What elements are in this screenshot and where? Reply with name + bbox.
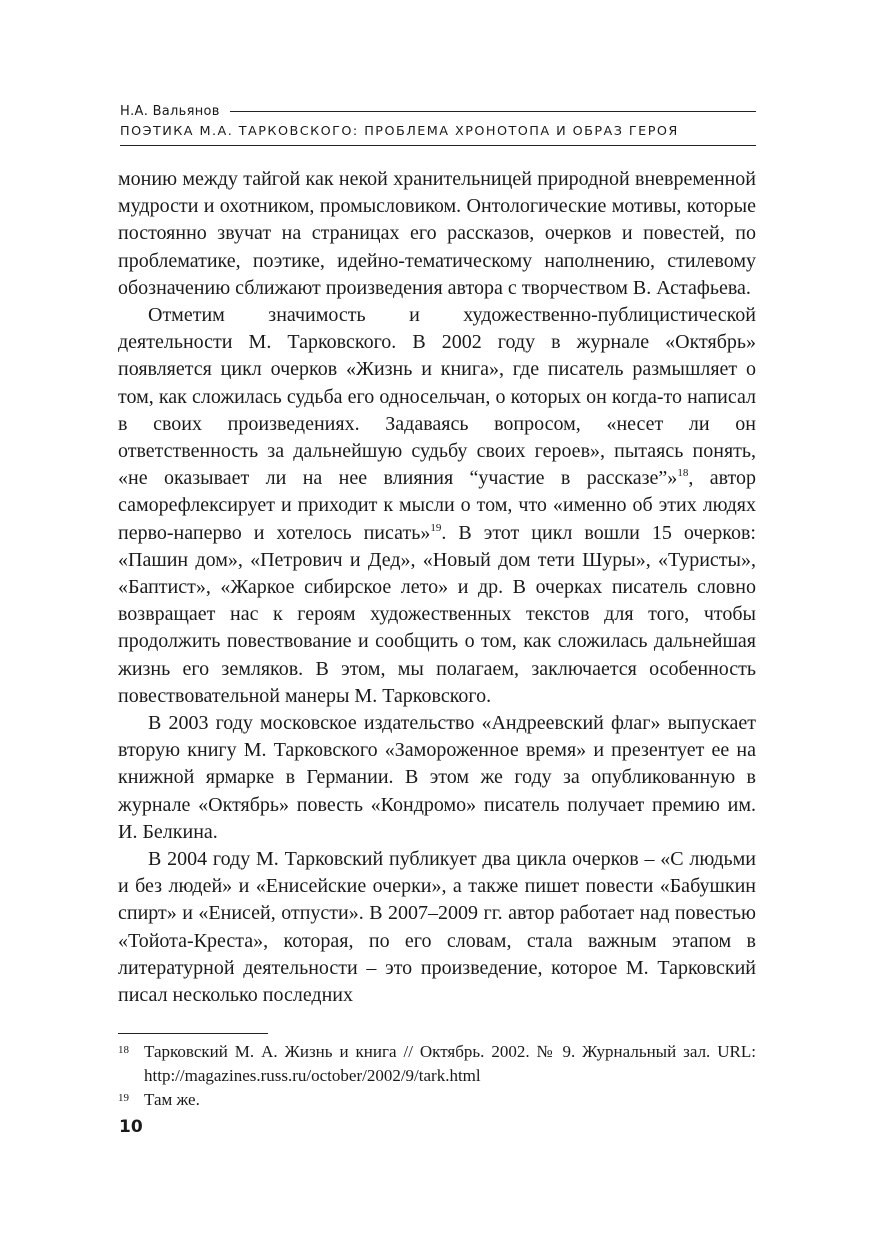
paragraph-1: монию между тайгой как некой хранительницей природной вневременной мудрости и охотником, промысловиком. Онтологические мотивы, которые постоянно звучат на страницах его рассказов, очерков и повестей, по проблематике, поэтике, идейно-тематическому наполнению, стилевому обозначению сближают произведения автора с творчеством В. Астафьева. <box>118 168 756 299</box>
main-text <box>118 166 756 1009</box>
footnotes <box>118 1040 756 1112</box>
header-rule <box>120 145 756 146</box>
footnote-ref-18: 18 <box>677 467 689 480</box>
footnote-text: Тарковский М. А. Жизнь и книга // Октябрь. 2002. № 9. Журнальный зал. URL: http://magazines.russ.ru/october/2002/9/tark.html <box>144 1042 756 1085</box>
header-author-rule <box>230 111 756 112</box>
header-author: Н.А. Вальянов <box>120 104 220 119</box>
footnote-separator <box>118 1033 268 1034</box>
paragraph-2 <box>118 302 756 710</box>
paragraph-3: В 2003 году московское издательство «Андреевский флаг» выпускает вторую книгу М. Тарковского «Замороженное время» и презентует ее на книжной ярмарке в Германии. В этом же году за опубликованную в журнале «Октябрь» повесть «Кондромо» писатель получает премию им. И. Белкина. <box>118 712 756 843</box>
header-author-row <box>120 103 756 120</box>
paragraph-2-part-c: . В этот цикл вошли 15 очерков: «Пашин дом», «Петрович и Дед», «Новый дом тети Шуры», «Туристы», «Баптист», «Жаркое сибирское лето» и др. В очерках писатель словно возвращает нас к героям художественных текстов для того, чтобы продолжить повествование и сообщить о том, как сложилась дальнейшая жизнь его земляков. В этом, мы полагаем, заключается особенность повествовательной манеры М. Тарковского. <box>118 521 756 707</box>
header-book-title: ПОЭТИКА М.А. ТАРКОВСКОГО: ПРОБЛЕМА ХРОНОТОПА И ОБРАЗ ГЕРОЯ <box>120 124 679 139</box>
running-header <box>120 103 756 146</box>
footnote-number: 19 <box>118 1092 129 1104</box>
footnote-19 <box>118 1088 756 1112</box>
footnote-text: Там же. <box>144 1090 200 1109</box>
paragraph-2-part-b: , автор саморефлексирует и приходит к мысли о том, что «именно об этих людях перво-наперво и хотелось писать» <box>118 467 756 544</box>
footnote-ref-19: 19 <box>430 521 442 534</box>
page-number: 10 <box>119 1117 143 1137</box>
paragraph-4: В 2004 году М. Тарковский публикует два цикла очерков – «С людьми и без людей» и «Енисейские очерки», а также пишет повести «Бабушкин спирт» и «Енисей, отпусти». В 2007–2009 гг. автор работает над повестью «Тойота-Креста», которая, по его словам, стала важным этапом в литературной деятельности – это произведение, которое М. Тарковский писал несколько последних <box>118 848 756 1007</box>
footnote-18 <box>118 1040 756 1088</box>
paragraph-2-part-a: Отметим значимость и художественно-публицистической деятельности М. Тарковского. В 2002 году в журнале «Октябрь» появляется цикл очерков «Жизнь и книга», где писатель размышляет о том, как сложилась судьба его односельчан, о которых он когда-то написал в своих произведениях. Задаваясь вопросом, «несет ли он ответственность за дальнейшую судьбу своих героев», пытаясь понять, «не оказывает ли на нее влияния “участие в рассказе”» <box>118 304 756 490</box>
footnote-number: 18 <box>118 1044 129 1056</box>
